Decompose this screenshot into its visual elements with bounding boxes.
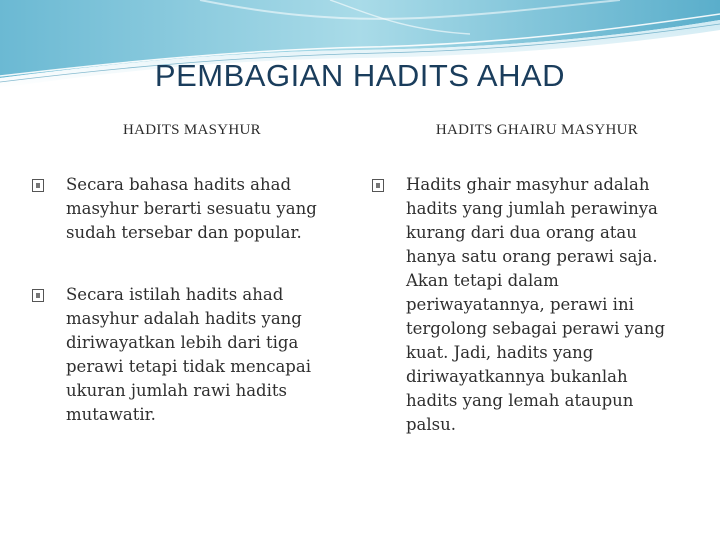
bullet-text: Secara bahasa hadits ahad masyhur berarti sesuatu yang sudah tersebar dan popular. <box>66 175 317 242</box>
list-item <box>372 173 682 437</box>
square-bullet-icon <box>372 179 384 192</box>
right-column <box>372 122 682 437</box>
right-column-heading: HADITS GHAIRU MASYHUR <box>435 122 639 138</box>
bullet-text: Secara istilah hadits ahad masyhur adalah hadits yang diriwayatkan lebih dari tiga perawi tetapi tidak mencapai ukuran jumlah rawi hadits mutawatir. <box>66 285 311 424</box>
left-column <box>32 122 332 427</box>
slide-title: PEMBAGIAN HADITS AHAD <box>154 58 566 93</box>
square-bullet-icon <box>32 289 44 302</box>
list-item <box>32 173 332 245</box>
bullet-text: Hadits ghair masyhur adalah hadits yang jumlah perawinya kurang dari dua orang atau hanya satu orang perawi saja. Akan tetapi dalam periwayatannya, perawi ini tergolong sebagai perawi yang kuat. Jadi, hadits yang diriwayatkannya bukanlah hadits yang lemah ataupun palsu. <box>406 175 666 434</box>
list-item <box>32 283 332 427</box>
left-column-heading: HADITS MASYHUR <box>123 122 261 138</box>
square-bullet-icon <box>32 179 44 192</box>
